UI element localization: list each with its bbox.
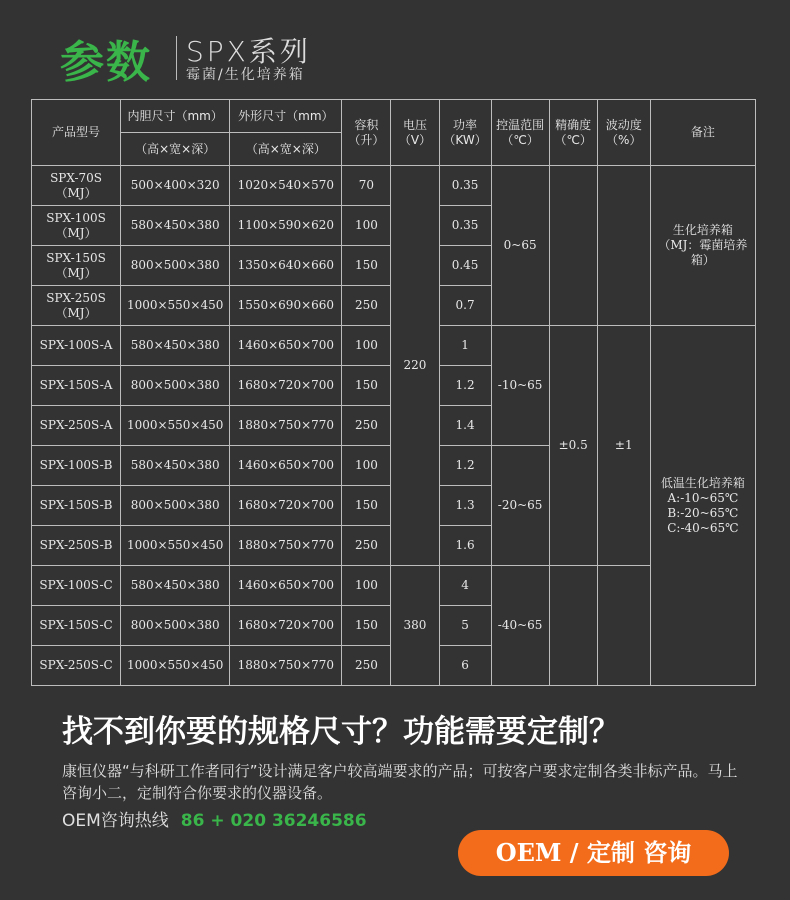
inner-size-cell: 800×500×380 — [121, 486, 230, 526]
header-volume: 容积（升） — [342, 100, 391, 166]
header-power: 功率（KW） — [439, 100, 491, 166]
inner-size-cell: 1000×550×450 — [121, 526, 230, 566]
power-cell: 0.45 — [439, 246, 491, 286]
temp-range-cell: 0~65 — [491, 166, 549, 326]
model-cell: SPX-250S-C — [32, 646, 121, 686]
model-cell: SPX-100S-A — [32, 326, 121, 366]
volume-cell: 100 — [342, 566, 391, 606]
header-note: 备注 — [650, 100, 755, 166]
inner-size-cell: 800×500×380 — [121, 246, 230, 286]
inner-size-cell: 580×450×380 — [121, 446, 230, 486]
title-divider — [176, 36, 177, 80]
header-model: 产品型号 — [32, 100, 121, 166]
power-cell: 1.2 — [439, 366, 491, 406]
outer-size-cell: 1680×720×700 — [230, 366, 342, 406]
power-cell: 1.3 — [439, 486, 491, 526]
temp-range-cell: -10~65 — [491, 326, 549, 446]
page-title: 参数 — [60, 37, 152, 88]
model-cell: SPX-250S-B — [32, 526, 121, 566]
model-cell: SPX-250S-A — [32, 406, 121, 446]
subtitle: 霉菌/生化培养箱 — [186, 67, 305, 83]
volume-cell: 150 — [342, 366, 391, 406]
inner-size-cell: 1000×550×450 — [121, 406, 230, 446]
model-cell: SPX-150S-A — [32, 366, 121, 406]
inner-size-cell: 1000×550×450 — [121, 646, 230, 686]
power-cell: 0.35 — [439, 166, 491, 206]
header-fluctuation: 波动度（%） — [597, 100, 650, 166]
temp-range-cell: -20~65 — [491, 446, 549, 566]
outer-size-cell: 1680×720×700 — [230, 486, 342, 526]
volume-cell: 250 — [342, 526, 391, 566]
accuracy-cell: ±0.5 — [549, 326, 597, 566]
note-cell: 生化培养箱（MJ：霉菌培养箱） — [650, 166, 755, 326]
header-inner-size: 内胆尺寸（mm） — [121, 100, 230, 133]
inner-size-cell: 580×450×380 — [121, 206, 230, 246]
power-cell: 1.6 — [439, 526, 491, 566]
header-voltage: 电压（V） — [391, 100, 439, 166]
header-accuracy: 精确度（℃） — [549, 100, 597, 166]
accuracy-cell — [549, 166, 597, 326]
volume-cell: 150 — [342, 606, 391, 646]
outer-size-cell: 1680×720×700 — [230, 606, 342, 646]
header-outer-size: 外形尺寸（mm） — [230, 100, 342, 133]
voltage-cell: 220 — [391, 166, 439, 566]
fluctuation-cell — [597, 166, 650, 326]
header-temp-range: 控温范围（℃） — [491, 100, 549, 166]
cta-title: 找不到你要的规格尺寸？功能需要定制？ — [62, 714, 620, 750]
volume-cell: 250 — [342, 406, 391, 446]
fluctuation-cell — [597, 566, 650, 686]
hotline — [62, 806, 367, 831]
power-cell: 5 — [439, 606, 491, 646]
outer-size-cell: 1460×650×700 — [230, 446, 342, 486]
note-cell: 低温生化培养箱 A:-10~65℃ B:-20~65℃ C:-40~65℃ — [650, 326, 755, 686]
hotline-label: OEM咨询热线 — [62, 811, 169, 831]
header-inner-dims: （高×宽×深） — [121, 133, 230, 166]
outer-size-cell: 1100×590×620 — [230, 206, 342, 246]
volume-cell: 100 — [342, 206, 391, 246]
table-row — [32, 566, 756, 606]
outer-size-cell: 1880×750×770 — [230, 406, 342, 446]
power-cell: 1 — [439, 326, 491, 366]
volume-cell: 100 — [342, 326, 391, 366]
model-cell: SPX-100S（MJ） — [32, 206, 121, 246]
power-cell: 1.4 — [439, 406, 491, 446]
accuracy-cell — [549, 566, 597, 686]
hotline-number[interactable]: 86 + 020 36246586 — [180, 811, 367, 831]
power-cell: 0.7 — [439, 286, 491, 326]
inner-size-cell: 1000×550×450 — [121, 286, 230, 326]
volume-cell: 250 — [342, 286, 391, 326]
fluctuation-cell: ±1 — [597, 326, 650, 566]
model-cell: SPX-150S（MJ） — [32, 246, 121, 286]
volume-cell: 150 — [342, 486, 391, 526]
inner-size-cell: 580×450×380 — [121, 566, 230, 606]
spec-table — [31, 99, 756, 686]
model-cell: SPX-150S-B — [32, 486, 121, 526]
header-outer-dims: （高×宽×深） — [230, 133, 342, 166]
cta-description: 康恒仪器“与科研工作者同行”设计满足客户较高端要求的产品；可按客户要求定制各类非标产品。马上咨询小二，定制符合你要求的仪器设备。 — [62, 762, 738, 802]
outer-size-cell: 1020×540×570 — [230, 166, 342, 206]
outer-size-cell: 1550×690×660 — [230, 286, 342, 326]
volume-cell: 150 — [342, 246, 391, 286]
power-cell: 1.2 — [439, 446, 491, 486]
temp-range-cell: -40~65 — [491, 566, 549, 686]
volume-cell: 250 — [342, 646, 391, 686]
model-cell: SPX-250S（MJ） — [32, 286, 121, 326]
model-cell: SPX-150S-C — [32, 606, 121, 646]
inner-size-cell: 580×450×380 — [121, 326, 230, 366]
volume-cell: 100 — [342, 446, 391, 486]
outer-size-cell: 1460×650×700 — [230, 326, 342, 366]
table-row — [32, 166, 756, 206]
inner-size-cell: 800×500×380 — [121, 366, 230, 406]
power-cell: 6 — [439, 646, 491, 686]
model-cell: SPX-100S-C — [32, 566, 121, 606]
power-cell: 4 — [439, 566, 491, 606]
model-cell: SPX-70S（MJ） — [32, 166, 121, 206]
volume-cell: 70 — [342, 166, 391, 206]
outer-size-cell: 1350×640×660 — [230, 246, 342, 286]
inner-size-cell: 800×500×380 — [121, 606, 230, 646]
voltage-cell: 380 — [391, 566, 439, 686]
outer-size-cell: 1880×750×770 — [230, 526, 342, 566]
inner-size-cell: 500×400×320 — [121, 166, 230, 206]
power-cell: 0.35 — [439, 206, 491, 246]
outer-size-cell: 1880×750×770 — [230, 646, 342, 686]
oem-consult-button[interactable]: OEM / 定制 咨询 — [458, 830, 729, 876]
outer-size-cell: 1460×650×700 — [230, 566, 342, 606]
model-cell: SPX-100S-B — [32, 446, 121, 486]
series-name: SPX系列 — [186, 35, 311, 68]
